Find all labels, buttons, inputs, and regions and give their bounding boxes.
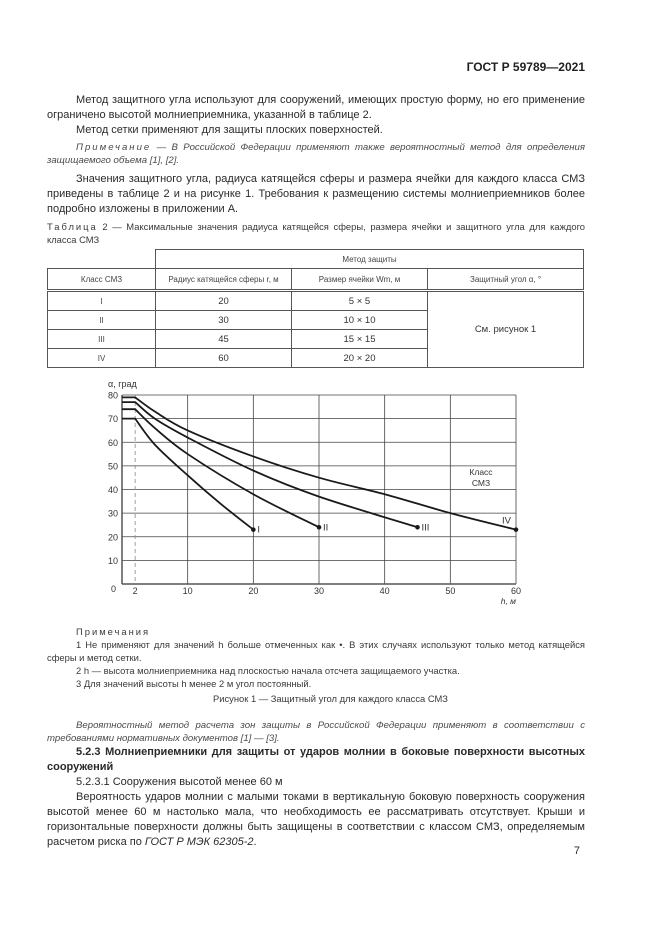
col-header-class: Класс СМЗ: [48, 269, 156, 291]
x-tick-label: 10: [182, 586, 193, 596]
note-item-1: 1 Не применяют для значений h больше отмеченных как •. В этих случаях используют только метод катящейся сферы и метод сетки.: [47, 639, 585, 663]
col-header-mesh: Размер ячейки Wm, м: [292, 269, 428, 291]
paragraph-side-strikes: [47, 790, 585, 850]
curve-class-III: [122, 402, 418, 527]
cell-radius: 20: [156, 291, 292, 311]
subsection-5-2-3-1: 5.2.3.1 Сооружения высотой менее 60 м: [76, 776, 283, 788]
endpoint-marker: [415, 525, 420, 530]
cell-mesh: 20 × 20: [292, 349, 428, 368]
note-item-2: 2 h — высота молниеприемника над плоскостью начала отсчета защищаемого участка.: [76, 665, 460, 676]
cell-class: II: [48, 311, 156, 330]
col-header-radius: Радиус катящейся сферы r, м: [156, 269, 292, 291]
y-tick-label: 70: [107, 414, 118, 425]
notes-title: Примечания: [76, 626, 151, 637]
legend-title: СМЗ: [471, 478, 491, 488]
probabilistic-method-note: Вероятностный метод расчета зон защиты в Российской Федерации применяют в соответствии с требованиями нормативных документов [1] — [3].: [47, 720, 585, 744]
series-label: IV: [502, 515, 511, 527]
cell-angle-merged: См. рисунок 1: [428, 291, 584, 368]
cell-class: III: [48, 330, 156, 349]
x-axis-label: h, м: [500, 596, 516, 606]
page-number: 7: [573, 845, 580, 857]
standard-reference: ГОСТ Р МЭК 62305-2: [144, 836, 254, 848]
document-id-header: ГОСТ Р 59789—2021: [466, 60, 585, 74]
endpoint-marker: [514, 527, 519, 532]
body-text: Вероятность ударов молнии с малыми токами в вертикальную боковую поверхность сооружения высотой менее 60 м настолько мала, что необходимость ее рассматривать отсутствует. Крыши и горизонтальные поверхности должны быть защищены в соответствии с классом СМЗ, определяемым расчетом риска по: [47, 791, 585, 848]
table-caption-label: Таблица: [47, 221, 98, 232]
notes-block: [47, 625, 585, 690]
series-label: I: [257, 524, 260, 536]
x-tick-label: 60: [510, 586, 522, 596]
x-tick-label: 50: [445, 586, 456, 596]
table-2: [47, 249, 584, 368]
y-tick-label: 80: [107, 390, 118, 401]
cell-mesh: 10 × 10: [292, 311, 428, 330]
chart-canvas: [60, 375, 540, 615]
legend-title: Класс: [469, 467, 493, 477]
paragraph-mesh-method: Метод сетки применяют для защиты плоских поверхностей.: [76, 124, 383, 136]
y-tick-label: 40: [107, 485, 118, 495]
y-tick-label: 10: [107, 555, 118, 566]
paragraph-values-reference: Значения защитного угла, радиуса катящейся сферы и размера ячейки для каждого класса СМЗ приведены в таблице 2 и на рисунке 1. Требования к размещению системы молниеприемников более подробно изложены в приложении А.: [47, 173, 585, 215]
cell-class: IV: [48, 349, 156, 368]
cell-mesh: 5 × 5: [292, 291, 428, 311]
x-tick-label: 20: [248, 586, 259, 596]
note-probabilistic-method: [47, 141, 585, 167]
y-axis-label: α, град: [108, 379, 137, 389]
figure-caption: Рисунок 1 — Защитный угол для каждого класса СМЗ: [213, 693, 448, 704]
table-row: [48, 291, 584, 311]
protective-angle-chart: [60, 375, 540, 615]
endpoint-marker: [317, 525, 322, 530]
table-caption: [47, 220, 585, 246]
note-item-3: 3 Для значений высоты h менее 2 м угол постоянный.: [76, 678, 312, 689]
endpoint-marker: [251, 527, 256, 532]
section-heading-5-2-3: 5.2.3 Молниеприемники для защиты от ударов молнии в боковые поверхности высотных сооружений: [47, 746, 585, 773]
note-text: — В Российской Федерации применяют также вероятностный метод для определения защищаемого объема [1], [2].: [47, 142, 585, 166]
cell-class: I: [48, 291, 156, 311]
x-tick-label: 30: [313, 586, 325, 596]
x-tick-label: 40: [379, 586, 390, 596]
series-label: II: [323, 522, 329, 534]
cell-radius: 30: [156, 311, 292, 330]
paragraph-protective-angle: Метод защитного угла используют для сооружений, имеющих простую форму, но его применение ограничено высотой молниеприемника, указанной в таблице 2.: [47, 94, 585, 121]
x-tick-label: 2: [132, 586, 138, 596]
y-tick-label: 50: [107, 461, 118, 472]
y-tick-label: 60: [107, 437, 118, 448]
note-label: Примечание: [76, 142, 152, 153]
y-tick-label: 30: [107, 508, 118, 519]
col-header-angle: Защитный угол α, °: [428, 269, 584, 291]
cell-radius: 60: [156, 349, 292, 368]
cell-mesh: 15 × 15: [292, 330, 428, 349]
body-text-end: .: [253, 836, 257, 848]
cell-radius: 45: [156, 330, 292, 349]
table-caption-text: 2 — Максимальные значения радиуса катящейся сферы, размера ячейки и защитного угла для каждого класса СМЗ: [47, 221, 585, 245]
group-header-method: Метод защиты: [156, 250, 584, 269]
series-label: III: [421, 522, 430, 534]
origin-label: 0: [110, 584, 116, 594]
y-tick-label: 20: [107, 532, 118, 543]
